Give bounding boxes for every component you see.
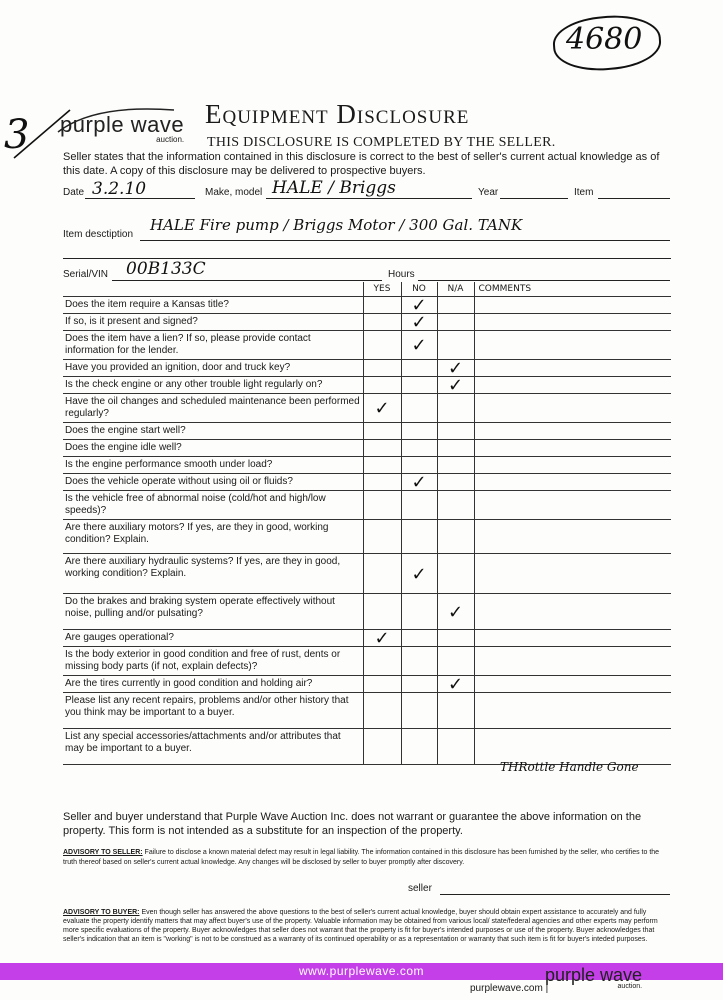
answer-na-cell[interactable] [437, 594, 474, 630]
table-row [63, 520, 671, 554]
check-mark-icon: ✓ [411, 563, 427, 585]
date-label: Date [63, 187, 85, 198]
check-mark-icon: ✓ [411, 335, 427, 356]
disclosure-table [63, 282, 671, 765]
answer-no-cell[interactable] [401, 474, 437, 491]
comments-cell[interactable] [474, 594, 671, 630]
table-header-comments: COMMENTS [474, 282, 671, 297]
question-text: Have the oil changes and scheduled maintenance been performed regularly? [63, 394, 363, 423]
table-row [63, 377, 671, 394]
answer-na-cell[interactable] [437, 520, 474, 554]
answer-no-cell[interactable] [401, 520, 437, 554]
comments-cell[interactable] [474, 377, 671, 394]
question-text: Does the item have a lien? If so, please provide contact information for the lender. [63, 331, 363, 360]
question-text: Is the body exterior in good condition and free of rust, dents or missing body parts (if not, explain defects)? [63, 647, 363, 676]
question-text: Are gauges operational? [63, 630, 363, 647]
page-title: Equipment Disclosure [205, 99, 470, 129]
answer-no-cell[interactable] [401, 457, 437, 474]
comments-cell[interactable] [474, 360, 671, 377]
question-text: If so, is it present and signed? [63, 314, 363, 331]
answer-yes-cell[interactable] [363, 693, 401, 729]
question-text: Does the vehicle operate without using oil or fluids? [63, 474, 363, 491]
serial-vin-line [112, 280, 382, 281]
comments-cell[interactable] [474, 693, 671, 729]
comments-cell[interactable] [474, 297, 671, 314]
disclaimer-text: Seller and buyer understand that Purple Wave Auction Inc. does not warrant or guarantee the above information on the property. This form is not intended as a substitute for an inspection of the property. [63, 811, 642, 837]
table-header-yes: YES [363, 282, 401, 297]
advisory-seller-label: ADVISORY TO SELLER: [63, 849, 143, 856]
hours-label: Hours [388, 269, 415, 280]
item-description-value[interactable]: HALE Fire pump / Briggs Motor / 300 Gal. TANK [150, 216, 523, 234]
answer-no-cell[interactable] [401, 630, 437, 647]
answer-na-cell[interactable] [437, 457, 474, 474]
table-row [63, 423, 671, 440]
answer-no-cell[interactable] [401, 491, 437, 520]
serial-vin-label: Serial/VIN [63, 269, 109, 280]
comments-cell[interactable] [474, 423, 671, 440]
serial-vin-value[interactable]: 00B133C [126, 259, 206, 279]
make-model-line [266, 198, 472, 199]
item-line [598, 198, 670, 199]
table-header-no: NO [401, 282, 437, 297]
answer-na-cell[interactable] [437, 693, 474, 729]
question-text: Are there auxiliary motors? If yes, are they in good, working condition? Explain. [63, 520, 363, 554]
throttle-comment[interactable]: THRottle Handle Gone [500, 760, 639, 774]
year-line [500, 198, 568, 199]
check-mark-icon: ✓ [411, 295, 427, 316]
advisory-buyer-text: Even though seller has answered the above questions to the best of seller's current actual knowledge, buyer should obtain expert assistance to accurately and fully evaluate the property identify matters that may affect buyer's use of the property. Valuable information may be obtained from various local/ state/federal agencies and other experts may perform more specific evaluations of the property. Buyer acknowledges that seller does not warrant that the property is fit for buyer's intended purposes or use of the property. Buyer acknowledges that seller's indication that an item is "working" is not to be construed as a warranty of its continued operability or as a representation or warranty that such item is fit for buyer's inteded purposes. [63, 909, 658, 943]
logo-text: purple wave [60, 112, 185, 137]
check-mark-icon: ✓ [447, 375, 464, 396]
footer-band-url[interactable]: www.purplewave.com [298, 964, 425, 978]
item-label: Item [574, 187, 594, 198]
logo-subtext: auction. [156, 135, 185, 144]
wave-swoosh-icon [54, 102, 194, 142]
answer-na-cell[interactable] [437, 314, 474, 331]
check-mark-icon: ✓ [374, 628, 390, 649]
corner-mark: 3 [4, 112, 30, 158]
table-row [63, 440, 671, 457]
check-mark-icon: ✓ [447, 358, 464, 379]
answer-na-cell[interactable] [437, 491, 474, 520]
answer-no-cell[interactable] [401, 360, 437, 377]
advisory-buyer-label: ADVISORY TO BUYER: [63, 909, 140, 916]
question-text: Are the tires currently in good condition and holding air? [63, 676, 363, 693]
answer-yes-cell[interactable] [363, 630, 401, 647]
advisory-to-seller [63, 848, 673, 868]
seller-signature-line[interactable] [440, 894, 670, 895]
table-row [63, 457, 671, 474]
check-mark-icon: ✓ [447, 674, 464, 695]
footer-logo [545, 965, 642, 990]
answer-yes-cell[interactable] [363, 314, 401, 331]
answer-no-cell[interactable] [401, 594, 437, 630]
answer-na-cell[interactable] [437, 394, 474, 423]
make-model-label: Make, model [205, 187, 263, 198]
answer-yes-cell[interactable] [363, 394, 401, 423]
answer-no-cell[interactable] [401, 729, 437, 765]
answer-na-cell[interactable] [437, 554, 474, 594]
answer-yes-cell[interactable] [363, 729, 401, 765]
footer-bottom-url[interactable] [470, 983, 548, 994]
answer-no-cell[interactable] [401, 377, 437, 394]
answer-yes-cell[interactable] [363, 331, 401, 360]
answer-yes-cell[interactable] [363, 647, 401, 676]
answer-no-cell[interactable] [401, 554, 437, 594]
answer-yes-cell[interactable] [363, 474, 401, 491]
answer-no-cell[interactable] [401, 693, 437, 729]
footer-logo-text: purple wave [545, 965, 643, 985]
answer-no-cell[interactable] [401, 647, 437, 676]
question-text: Is the vehicle free of abnormal noise (cold/hot and high/low speeds)? [63, 491, 363, 520]
answer-yes-cell[interactable] [363, 297, 401, 314]
table-row [63, 297, 671, 314]
answer-yes-cell[interactable] [363, 423, 401, 440]
advisory-to-buyer [63, 908, 673, 944]
comments-cell[interactable] [474, 331, 671, 360]
answer-na-cell[interactable] [437, 423, 474, 440]
answer-no-cell[interactable] [401, 331, 437, 360]
comments-cell[interactable] [474, 394, 671, 423]
comments-cell[interactable] [474, 554, 671, 594]
footer-logo-subtext: auction. [617, 983, 643, 990]
answer-na-cell[interactable] [437, 331, 474, 360]
question-text: List any special accessories/attachments and/or attributes that may be important to a buyer. [63, 729, 363, 765]
comments-cell[interactable] [474, 676, 671, 693]
answer-yes-cell[interactable] [363, 520, 401, 554]
answer-no-cell[interactable] [401, 314, 437, 331]
table-row [63, 647, 671, 676]
date-value[interactable]: 3.2.10 [92, 179, 147, 199]
item-description-line [140, 240, 670, 241]
check-mark-icon: ✓ [411, 472, 427, 493]
answer-yes-cell[interactable] [363, 457, 401, 474]
answer-na-cell[interactable] [437, 360, 474, 377]
check-mark-icon: ✓ [447, 601, 464, 623]
answer-na-cell[interactable] [437, 676, 474, 693]
year-label: Year [478, 187, 499, 198]
table-row [63, 331, 671, 360]
question-text: Do the brakes and braking system operate effectively without noise, pulling and/or pulsating? [63, 594, 363, 630]
answer-yes-cell[interactable] [363, 554, 401, 594]
seller-statement: Seller states that the information contained in this disclosure is correct to the best of seller's current actual knowledge as of this date. A copy of this disclosure may be delivered to prospective buyers. [63, 151, 660, 177]
item-description-label: Item desctiption [63, 229, 134, 240]
answer-na-cell[interactable] [437, 474, 474, 491]
comments-cell[interactable] [474, 630, 671, 647]
table-row [63, 394, 671, 423]
table-header-question [63, 282, 363, 297]
check-mark-icon: ✓ [374, 398, 390, 419]
answer-no-cell[interactable] [401, 394, 437, 423]
answer-no-cell[interactable] [401, 676, 437, 693]
comments-cell[interactable] [474, 314, 671, 331]
answer-na-cell[interactable] [437, 297, 474, 314]
answer-na-cell[interactable] [437, 647, 474, 676]
question-text: Please list any recent repairs, problems and/or other history that you think may be important to a buyer. [63, 693, 363, 729]
purple-wave-logo [60, 112, 184, 144]
question-text: Does the engine idle well? [63, 440, 363, 457]
table-header-row [63, 282, 671, 297]
answer-yes-cell[interactable] [363, 377, 401, 394]
answer-no-cell[interactable] [401, 297, 437, 314]
hours-line [418, 280, 670, 281]
comments-cell[interactable] [474, 491, 671, 520]
question-text: Is the engine performance smooth under load? [63, 457, 363, 474]
answer-yes-cell[interactable] [363, 491, 401, 520]
answer-na-cell[interactable] [437, 630, 474, 647]
table-row [63, 630, 671, 647]
table-row [63, 474, 671, 491]
table-row [63, 594, 671, 630]
table-row [63, 314, 671, 331]
table-row [63, 360, 671, 377]
table-row [63, 554, 671, 594]
question-text: Does the engine start well? [63, 423, 363, 440]
question-text: Are there auxiliary hydraulic systems? If yes, are they in good, working condition? Explain. [63, 554, 363, 594]
answer-no-cell[interactable] [401, 423, 437, 440]
answer-na-cell[interactable] [437, 729, 474, 765]
footer-bottom-url-text[interactable]: purplewave.com [470, 983, 543, 994]
table-row [63, 693, 671, 729]
question-text: Is the check engine or any other trouble light regularly on? [63, 377, 363, 394]
question-text: Does the item require a Kansas title? [63, 297, 363, 314]
make-model-value[interactable]: HALE / Briggs [272, 178, 396, 198]
comments-cell[interactable] [474, 440, 671, 457]
form-number: 4680 [566, 22, 643, 57]
comments-cell[interactable] [474, 520, 671, 554]
comments-cell[interactable] [474, 457, 671, 474]
comments-cell[interactable] [474, 474, 671, 491]
page-subtitle: THIS DISCLOSURE IS COMPLETED BY THE SELLER. [207, 135, 556, 150]
footer-separator: | [545, 983, 549, 994]
answer-yes-cell[interactable] [363, 676, 401, 693]
question-text: Have you provided an ignition, door and truck key? [63, 360, 363, 377]
advisory-seller-text: Failure to disclose a known material defect may result in legal liability. The information contained in this disclosure has been furnished by the seller, who certifies to the truth thereof based on seller's current actual knowledge. Any changes will be disclosed by seller to buyer promptly after discovery. [63, 849, 660, 866]
answer-yes-cell[interactable] [363, 440, 401, 457]
table-header-na: N/A [437, 282, 474, 297]
check-mark-icon: ✓ [411, 312, 427, 333]
answer-na-cell[interactable] [437, 377, 474, 394]
seller-signature-label: seller [408, 883, 432, 894]
answer-no-cell[interactable] [401, 440, 437, 457]
answer-yes-cell[interactable] [363, 594, 401, 630]
comments-cell[interactable] [474, 647, 671, 676]
table-row [63, 676, 671, 693]
answer-na-cell[interactable] [437, 440, 474, 457]
answer-yes-cell[interactable] [363, 360, 401, 377]
table-row [63, 491, 671, 520]
